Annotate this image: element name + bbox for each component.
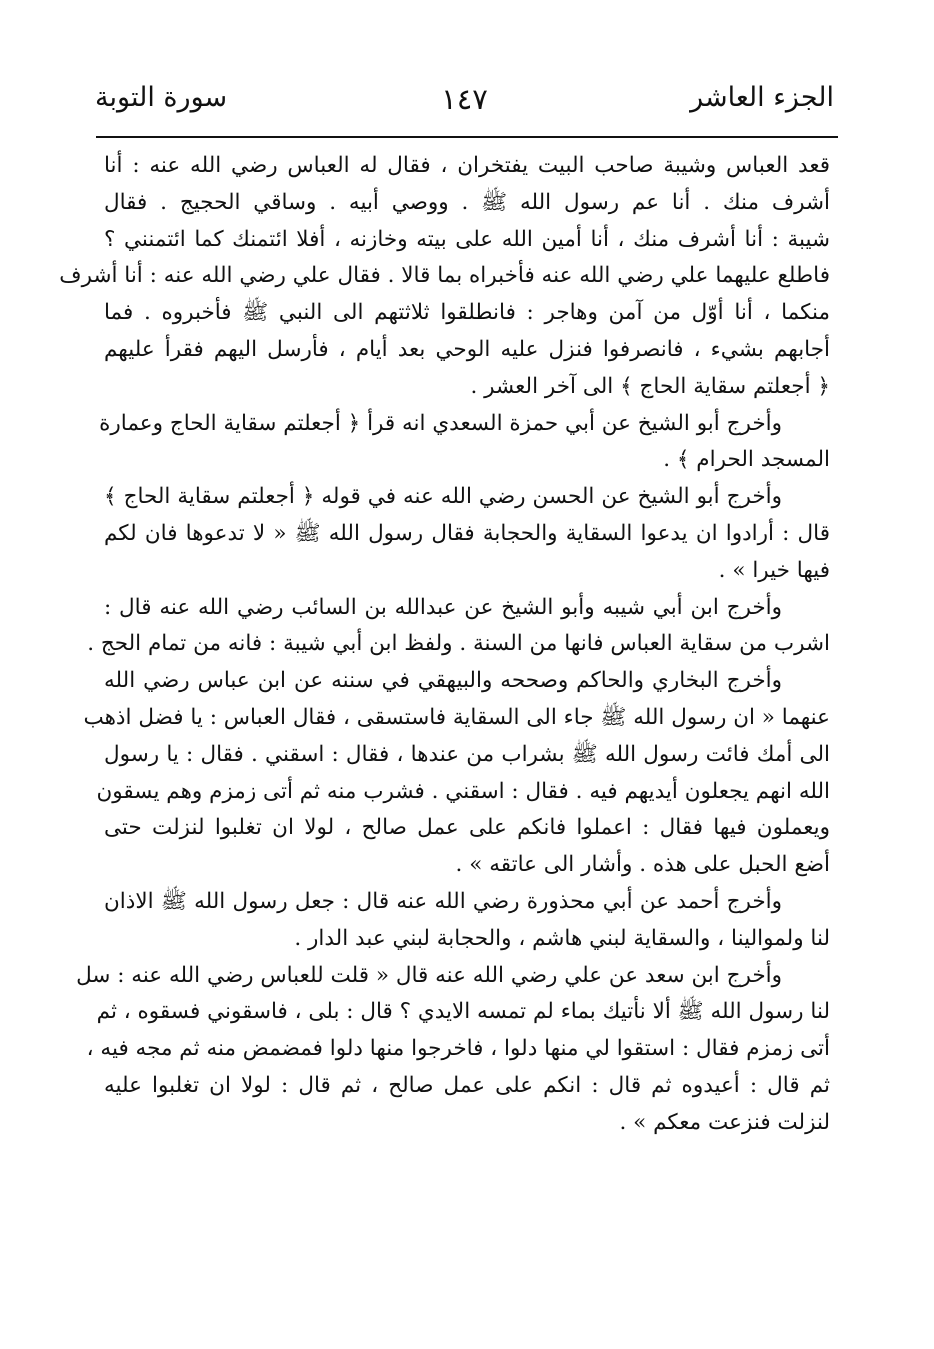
text-line: عنهما « ان رسول الله ﷺ جاء الى السقاية فاستسقى ، فقال العباس : يا فضل اذهب xyxy=(83,704,830,730)
page-header xyxy=(95,82,834,122)
paragraph xyxy=(59,148,830,406)
text-line: الى أمك فائت رسول الله ﷺ بشراب من عندها ، فقال : اسقني . فقال : يا رسول xyxy=(104,741,830,767)
surah-title: سورة التوبة xyxy=(95,82,228,113)
paragraph xyxy=(99,406,830,480)
text-line: وأخرج البخاري والحاكم وصححه والبيهقي في سننه عن ابن عباس رضي الله xyxy=(104,668,782,694)
header-divider xyxy=(96,136,838,138)
text-line: ﴿ أجعلتم سقاية الحاج ﴾ الى آخر العشر . xyxy=(470,373,830,399)
text-line: اشرب من سقاية العباس فانها من السنة . ولفظ ابن أبي شيبة : فانه من تمام الحج . xyxy=(87,631,830,657)
text-line: لنا رسول الله ﷺ ألا نأتيك بماء لم تمسه الايدي ؟ قال : بلى ، فاسقوني فسقوه ، ثم xyxy=(96,999,830,1025)
part-title: الجزء العاشر xyxy=(690,82,834,113)
page-number: ١٤٧ xyxy=(441,82,488,116)
text-line: المسجد الحرام ﴾ . xyxy=(663,447,830,473)
text-line: فاطلع عليهما علي رضي الله عنه فأخبراه بما قالا . فقال علي رضي الله عنه : أنا أشرف xyxy=(59,263,830,289)
text-line: لنا ولموالينا ، والسقاية لبني هاشم ، والحجابة لبني عبد الدار . xyxy=(294,925,830,951)
text-line: شيبة : أنا أشرف منك ، أنا أمين الله على بيته وخازنه ، أفلا ائتمنك كما ائتمنني ؟ xyxy=(104,226,830,252)
text-line: أجابهم بشيء ، فانصرفوا فنزل عليه الوحي بعد أيام ، فأرسل اليهم فقرأ عليهم xyxy=(104,336,830,362)
text-line: وأخرج ابن سعد عن علي رضي الله عنه قال « قلت للعباس رضي الله عنه : سل xyxy=(76,962,782,988)
text-line: وأخرج أبو الشيخ عن أبي حمزة السعدي انه قرأ ﴿ أجعلتم سقاية الحاج وعمارة xyxy=(99,410,782,436)
text-line: أشرف منك . أنا عم رسول الله ﷺ . ووصي أبيه . وساقي الحجيج . فقال xyxy=(104,189,830,215)
text-line: أضع الحبل على هذه . وأشار الى عاتقه » . xyxy=(455,852,830,878)
text-line: وأخرج أحمد عن أبي محذورة رضي الله عنه قال : جعل رسول الله ﷺ الاذان xyxy=(104,888,782,914)
paragraph xyxy=(83,663,830,884)
text-line: ثم قال : أعيدوه ثم قال : انكم على عمل صالح ، ثم قال : لولا ان تغلبوا عليه xyxy=(104,1072,830,1098)
paragraph xyxy=(76,958,830,1142)
text-line: قعد العباس وشيبة صاحب البيت يفتخران ، فقال له العباس رضي الله عنه : أنا xyxy=(104,153,830,178)
text-line: منكما ، أنا أوّل من آمن وهاجر : فانطلقوا ثلاثتهم الى النبي ﷺ فأخبروه . فما xyxy=(104,300,830,326)
text-line: لنزلت فنزعت معكم » . xyxy=(619,1109,830,1135)
paragraph xyxy=(87,590,830,664)
text-line: قال : أرادوا ان يدعوا السقاية والحجابة فقال رسول الله ﷺ « لا تدعوها فان لكم xyxy=(104,520,830,546)
paragraph xyxy=(104,884,830,958)
document-body xyxy=(59,148,830,1142)
text-line: فيها خيرا » . xyxy=(718,557,830,583)
text-line: وأخرج أبو الشيخ عن الحسن رضي الله عنه في قوله ﴿ أجعلتم سقاية الحاج ﴾ xyxy=(104,484,782,510)
text-line: ويعملون فيها فقال : اعملوا فانكم على عمل صالح ، لولا ان تغلبوا لنزلت حتى xyxy=(104,815,830,841)
paragraph xyxy=(104,479,830,589)
text-line: الله انهم يجعلون أيديهم فيه . فقال : اسقني . فشرب منه ثم أتى زمزم وهم يسقون xyxy=(96,778,830,804)
text-line: أتى زمزم فقال : استقوا لي منها دلوا ، فاخرجوا منها دلوا فمضمض منه ثم مجه فيه ، xyxy=(86,1036,830,1062)
text-line: وأخرج ابن أبي شيبه وأبو الشيخ عن عبدالله بن السائب رضي الله عنه قال : xyxy=(104,594,782,620)
